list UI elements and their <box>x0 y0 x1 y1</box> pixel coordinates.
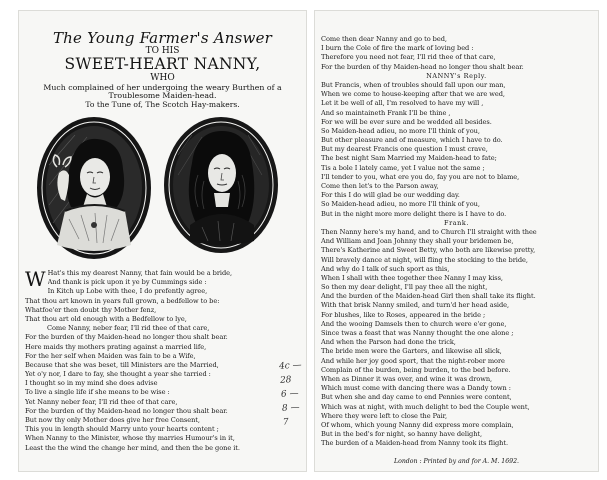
verse-line: But in the night more more delight there is I have to do. <box>321 209 507 218</box>
margin-note: 4c — 28 <box>278 360 303 386</box>
margin-note: 8 — 7 <box>281 402 300 428</box>
verse-line: Yet o'y nor, I dare to fay, she thought a year she tarried : <box>25 370 211 379</box>
verse-line: When we come to house-keeping after that we are wed, <box>321 90 505 99</box>
margin-note: 6 — <box>280 388 299 400</box>
verse-left <box>25 269 300 453</box>
verse-line: That thou art known in years full grown, a bedfellow to be: <box>25 296 220 305</box>
verse-line: When I shall with thee together thee Nanny I may kiss, <box>321 273 503 282</box>
handwritten-margin-notes <box>279 358 307 430</box>
verse-line: For the burden of thy Maiden-head no longer thou shalt bear. <box>25 333 228 342</box>
verse-line: And so maintaineth Frank I'll be thine , <box>321 108 451 117</box>
section-heading-frank: Frank. <box>444 218 469 227</box>
verse-line: And why do I talk of such sport as this, <box>321 264 450 273</box>
verse-line: Here maids thy mothers prating against a married life, <box>25 342 207 351</box>
verse-line: And William and Joan Johnny they shall your bridemen be, <box>321 237 514 246</box>
verse-line: But Francis, when of troubles should fall upon our man, <box>321 80 506 89</box>
verse-line: Where they were left to close the Pair, <box>321 411 448 420</box>
left-page <box>18 10 307 472</box>
verse-line: Will bravely dance at night, will fling the stocking to the bride, <box>321 255 528 264</box>
verse-line: For the burden of thy Maiden-head no longer thou shalt bear. <box>25 406 228 415</box>
drop-cap: W <box>25 267 46 291</box>
verse-line: But other pleasure and of measure, which I have to do. <box>321 136 503 145</box>
portraits <box>19 115 306 263</box>
verse-line: The burden of a Maiden-head from Nanny took its flight. <box>321 439 509 448</box>
title-line: TO HIS <box>145 46 180 56</box>
verse-line: In Kitch up Lobe with thee, I do prefently agree, <box>47 287 208 296</box>
verse-line: But now thy only Mother does give her free Consent, <box>25 416 200 425</box>
verse-line: Then Nanny here's my hand, and to Church I'll straight with thee <box>321 227 537 236</box>
verse-line: But my dearest Francis one question I must crave, <box>321 145 488 154</box>
verse-line: This you in length should Marry unto your hearts content ; <box>25 425 219 434</box>
verse-line: There's Katherine and Sweet Betty, who both are likewise pretty, <box>321 246 536 255</box>
verse-line: That thou art old enough with a Bedfellow to lye, <box>25 314 187 323</box>
verse-line: Let it be well of all, I'm resolved to have my will , <box>321 99 484 108</box>
verse-line: For the her self when Maiden was fain to be a Wife, <box>25 351 196 360</box>
verse-line: I burn the Cole of fire the mark of loving bed : <box>321 44 474 53</box>
verse-line: And while her joy good sport, that the night-rober more <box>321 356 505 365</box>
title-block <box>19 11 306 109</box>
title-line: The Young Farmer's Answer <box>52 29 273 47</box>
verse-line: With that brisk Nanny smiled, and turn'd her head aside, <box>321 301 510 310</box>
man-portrait-image <box>162 115 280 255</box>
verse-line: Of whom, which young Nanny did express more complain, <box>321 420 514 429</box>
verse-line: So then my dear delight, I'll pay thee all the night, <box>321 283 488 292</box>
title-line: WHO <box>150 72 175 83</box>
verse-line: To live a single life if she means to be wise : <box>25 388 170 397</box>
printer-imprint: London : Printed by and for A. M. 1692. <box>393 458 520 465</box>
right-page <box>314 10 599 472</box>
verse-line: The best night Sam Married my Maiden-head to fate; <box>321 154 497 163</box>
woman-portrait-image <box>35 115 153 261</box>
verse-line: For we will be ever sure and be wedded all besides. <box>321 117 492 126</box>
verse-line: For this I do will glad be our wedding day. <box>321 191 460 200</box>
verse-line: Come then dear Nanny and go to bed, <box>321 35 447 43</box>
verse-line: Come then let's to the Parson away, <box>321 182 439 190</box>
page-title: SWEET-HEART NANNY, <box>64 55 261 73</box>
verse-line: And thank is pick upon it ye by Cummings side : <box>47 278 207 287</box>
verse-line: Therefore you need not fear, I'll rid thee of that care, <box>321 53 496 62</box>
verse-line: Because that she was beset, till Ministers are the Married, <box>25 360 219 369</box>
verse-line: When Nanny to the Minister, whose thy marries Humour's in it, <box>25 434 235 443</box>
verse-line: And the burden of the Maiden-head Girl then shall take its flight. <box>321 292 536 301</box>
verse-line: Complain of the burden, being burden, to the bed before. <box>321 365 511 374</box>
verse-line: Which must come with dancing there was a Dandy town : <box>321 384 511 393</box>
verse-line: So Maiden-head adieu, no more I'll think of you, <box>321 200 480 209</box>
verse-line: The bride men were the Garters, and likewise all slick, <box>321 347 502 356</box>
verse-line: Hat's this my dearest Nanny, that fain would be a bride, <box>47 269 233 277</box>
verse-line: And when the Parson had done the trick, <box>321 338 456 347</box>
verse-line: Come Nanny, neber fear, I'll rid thee of that care, <box>47 324 210 333</box>
verse-line: For the burden of thy Maiden-head no longer thou shalt bear. <box>321 62 524 71</box>
verse-line: Which was at night, with much delight to bed the Couple went, <box>321 402 530 411</box>
verse-line: When as Dinner it was over, and wine it was drown, <box>321 374 493 383</box>
verse-line: I thought so in my mind she does advise <box>25 379 158 388</box>
subtitle-line: Troublesome Maiden-head. <box>108 91 217 101</box>
verse-line: Tis a bole I lately came, yet I value not the same ; <box>321 163 485 172</box>
verse-line: Yet Nanny neber fear, I'll rid thee of that care, <box>25 397 178 406</box>
verse-line: But in the bed's for night, so hanny have delight, <box>321 430 483 439</box>
verse-line: So Maiden-head adieu, no more I'll think of you, <box>321 126 480 135</box>
verse-line: Whatfoe'er then doubt thy Mother fenz, <box>25 305 157 314</box>
subtitle-line: Much complained of her undergoing the weary Burthen of a <box>43 82 282 92</box>
verse-right <box>321 35 592 448</box>
tune-line: To the Tune of, The Scotch Hay-makers. <box>85 100 240 110</box>
section-heading-reply: NANNY's Reply. <box>426 71 487 80</box>
verse-line: For blushes, like to Roses, appeared in the bride ; <box>321 310 486 319</box>
first-stanza-opening <box>25 267 300 291</box>
verse-line: But when she and day came to end Pennies were content, <box>321 393 512 402</box>
verse-line: Since twas a feast that was Nanny thought the one alone ; <box>321 329 514 337</box>
verse-line: And the wooing Damsels then to church were e'er gone, <box>321 319 507 328</box>
verse-line: I'll tender to you, what ere you do, fay you are not to blame, <box>321 172 520 181</box>
verse-line: Least the the wind the change her mind, and then the be gone it. <box>25 443 240 452</box>
